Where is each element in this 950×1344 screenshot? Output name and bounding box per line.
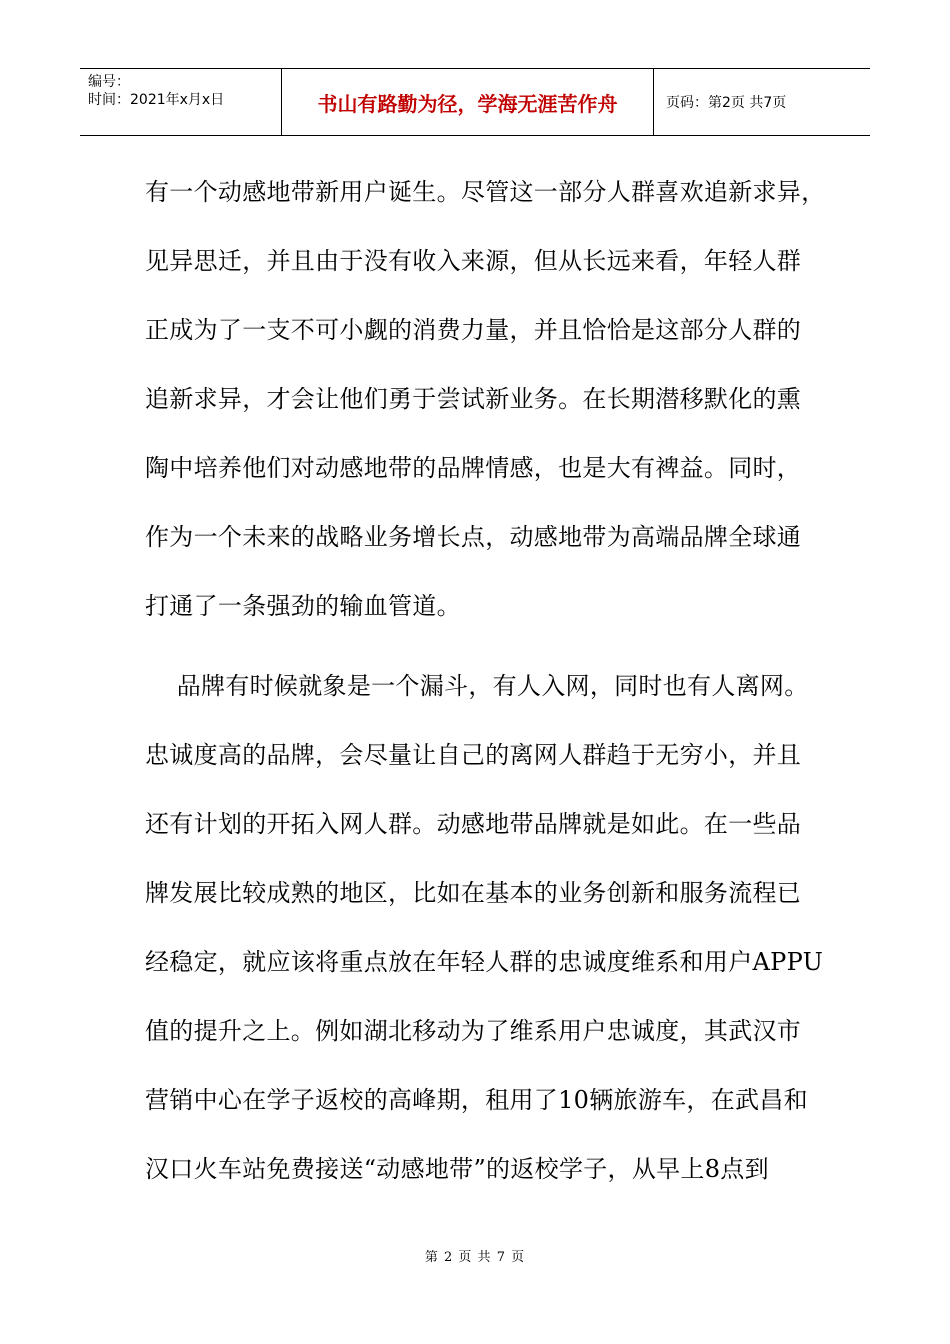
header-motto-cell bbox=[282, 69, 654, 135]
text-line: 作为一个未来的战略业务增长点，动感地带为高端品牌全球通 bbox=[145, 523, 802, 551]
text-line: 值的提升之上。例如湖北移动为了维系用户忠诚度，其武汉市 bbox=[145, 1017, 802, 1045]
document-number-label: 编号： bbox=[88, 74, 130, 90]
document-body bbox=[145, 158, 826, 1204]
paragraph bbox=[145, 158, 826, 641]
page-footer bbox=[0, 1246, 950, 1265]
header-meta-cell bbox=[80, 69, 282, 135]
paragraph bbox=[145, 652, 824, 1204]
text-line: 陶中培养他们对动感地带的品牌情感，也是大有裨益。同时， bbox=[145, 454, 802, 482]
header-motto: 书山有路勤为径，学海无涯苦作舟 bbox=[317, 91, 618, 116]
text-line: 忠诚度高的品牌，会尽量让自己的离网人群趋于无穷小，并且 bbox=[145, 741, 802, 769]
text-line: 见异思迁，并且由于没有收入来源，但从长远来看，年轻人群 bbox=[145, 247, 802, 275]
text-line: 正成为了一支不可小觑的消费力量，并且恰恰是这部分人群的 bbox=[145, 316, 802, 344]
text-line: 有一个动感地带新用户诞生。尽管这一部分人群喜欢追新求异， bbox=[145, 178, 826, 206]
paragraph-gap bbox=[145, 641, 810, 652]
text-line: 汉口火车站免费接送“动感地带”的返校学子，从早上8点到 bbox=[145, 1155, 769, 1183]
text-line: 牌发展比较成熟的地区，比如在基本的业务创新和服务流程已 bbox=[145, 879, 802, 907]
text-line: 追新求异，才会让他们勇于尝试新业务。在长期潜移默化的熏 bbox=[145, 385, 802, 413]
text-line: 营销中心在学子返校的高峰期，租用了10辆旅游车，在武昌和 bbox=[145, 1086, 808, 1114]
header-page-cell bbox=[654, 69, 870, 135]
text-line: 品牌有时候就象是一个漏斗，有人入网，同时也有人离网。 bbox=[145, 672, 809, 700]
document-date-label: 时间：2021年x月x日 bbox=[88, 92, 225, 108]
header-page-number: 页码：第2页 共7页 bbox=[666, 95, 787, 111]
text-line: 打通了一条强劲的输血管道。 bbox=[145, 592, 461, 620]
text-line: 经稳定，就应该将重点放在年轻人群的忠诚度维系和用户APPU bbox=[145, 948, 824, 976]
text-line: 还有计划的开拓入网人群。动感地带品牌就是如此。在一些品 bbox=[145, 810, 802, 838]
page-header bbox=[80, 68, 870, 136]
footer-page-number: 第 2 页 共 7 页 bbox=[424, 1250, 526, 1265]
